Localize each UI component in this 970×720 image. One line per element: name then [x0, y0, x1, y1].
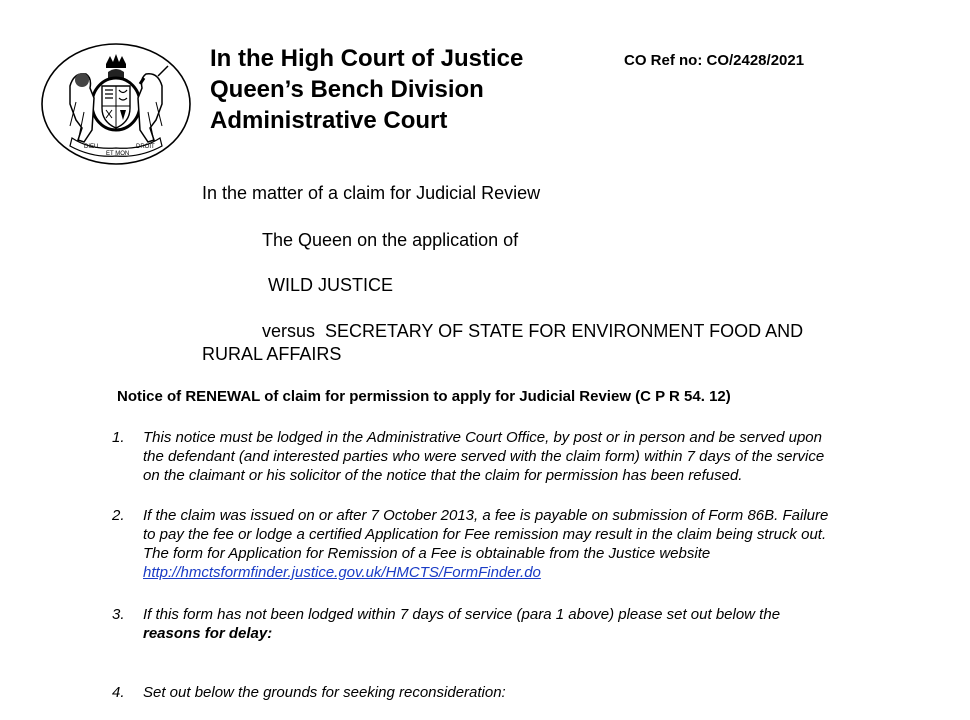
- defendant-name-line-2: RURAL AFFAIRS: [202, 344, 342, 364]
- note-text-line: the defendant (and interested parties who were served with the claim form) within 7 days of the service: [143, 448, 825, 465]
- reasons-for-delay-label: reasons for delay:: [143, 625, 273, 642]
- note-number: 4.: [112, 684, 125, 701]
- note-number: 2.: [112, 507, 125, 524]
- application-of: The Queen on the application of: [262, 230, 519, 250]
- versus-label: versus: [262, 321, 316, 341]
- note-text-line: This notice must be lodged in the Administrative Court Office, by post or in person and be served upon: [143, 429, 822, 446]
- court-division: Queen’s Bench Division: [210, 76, 484, 103]
- note-item: [112, 506, 912, 582]
- motto-left: DIEU: [84, 144, 99, 150]
- note-text-line: on the claimant or his solicitor of the notice that the claim for permission has been refused.: [143, 467, 743, 484]
- court-heading: [210, 43, 523, 136]
- motto-right: DROIT: [136, 144, 155, 150]
- form-finder-link[interactable]: http://hmctsformfinder.justice.gov.uk/HMCTS/FormFinder.do: [143, 564, 541, 581]
- court-section: Administrative Court: [210, 107, 448, 134]
- note-item: [112, 605, 912, 643]
- note-text-line: If the claim was issued on or after 7 October 2013, a fee is payable on submission of Form 86B. Failure: [143, 507, 829, 524]
- note-text-line: The form for Application for Remission of a Fee is obtainable from the Justice website: [143, 545, 711, 562]
- motto-bottom: ET MON: [106, 151, 130, 157]
- note-item: [112, 428, 912, 485]
- note-text-line: Set out below the grounds for seeking reconsideration:: [143, 684, 506, 701]
- claimant-name: WILD JUSTICE: [268, 275, 394, 295]
- case-reference: CO Ref no: CO/2428/2021: [624, 52, 805, 69]
- note-text-line: to pay the fee or lodge a certified Application for Fee remission may result in the claim being struck out.: [143, 526, 827, 543]
- royal-coat-of-arms-icon: [40, 42, 192, 166]
- matter-intro: In the matter of a claim for Judicial Review: [202, 183, 541, 203]
- note-number: 1.: [112, 429, 125, 446]
- note-number: 3.: [112, 606, 125, 623]
- notice-title: Notice of RENEWAL of claim for permission to apply for Judicial Review (C P R 54. 12): [117, 388, 731, 405]
- note-item: [112, 683, 912, 702]
- defendant-name-line-1: SECRETARY OF STATE FOR ENVIRONMENT FOOD AND: [325, 321, 804, 341]
- note-text-line: If this form has not been lodged within 7 days of service (para 1 above) please set out below the: [143, 606, 781, 623]
- defendant-line: [262, 321, 803, 342]
- court-name: In the High Court of Justice: [210, 45, 524, 72]
